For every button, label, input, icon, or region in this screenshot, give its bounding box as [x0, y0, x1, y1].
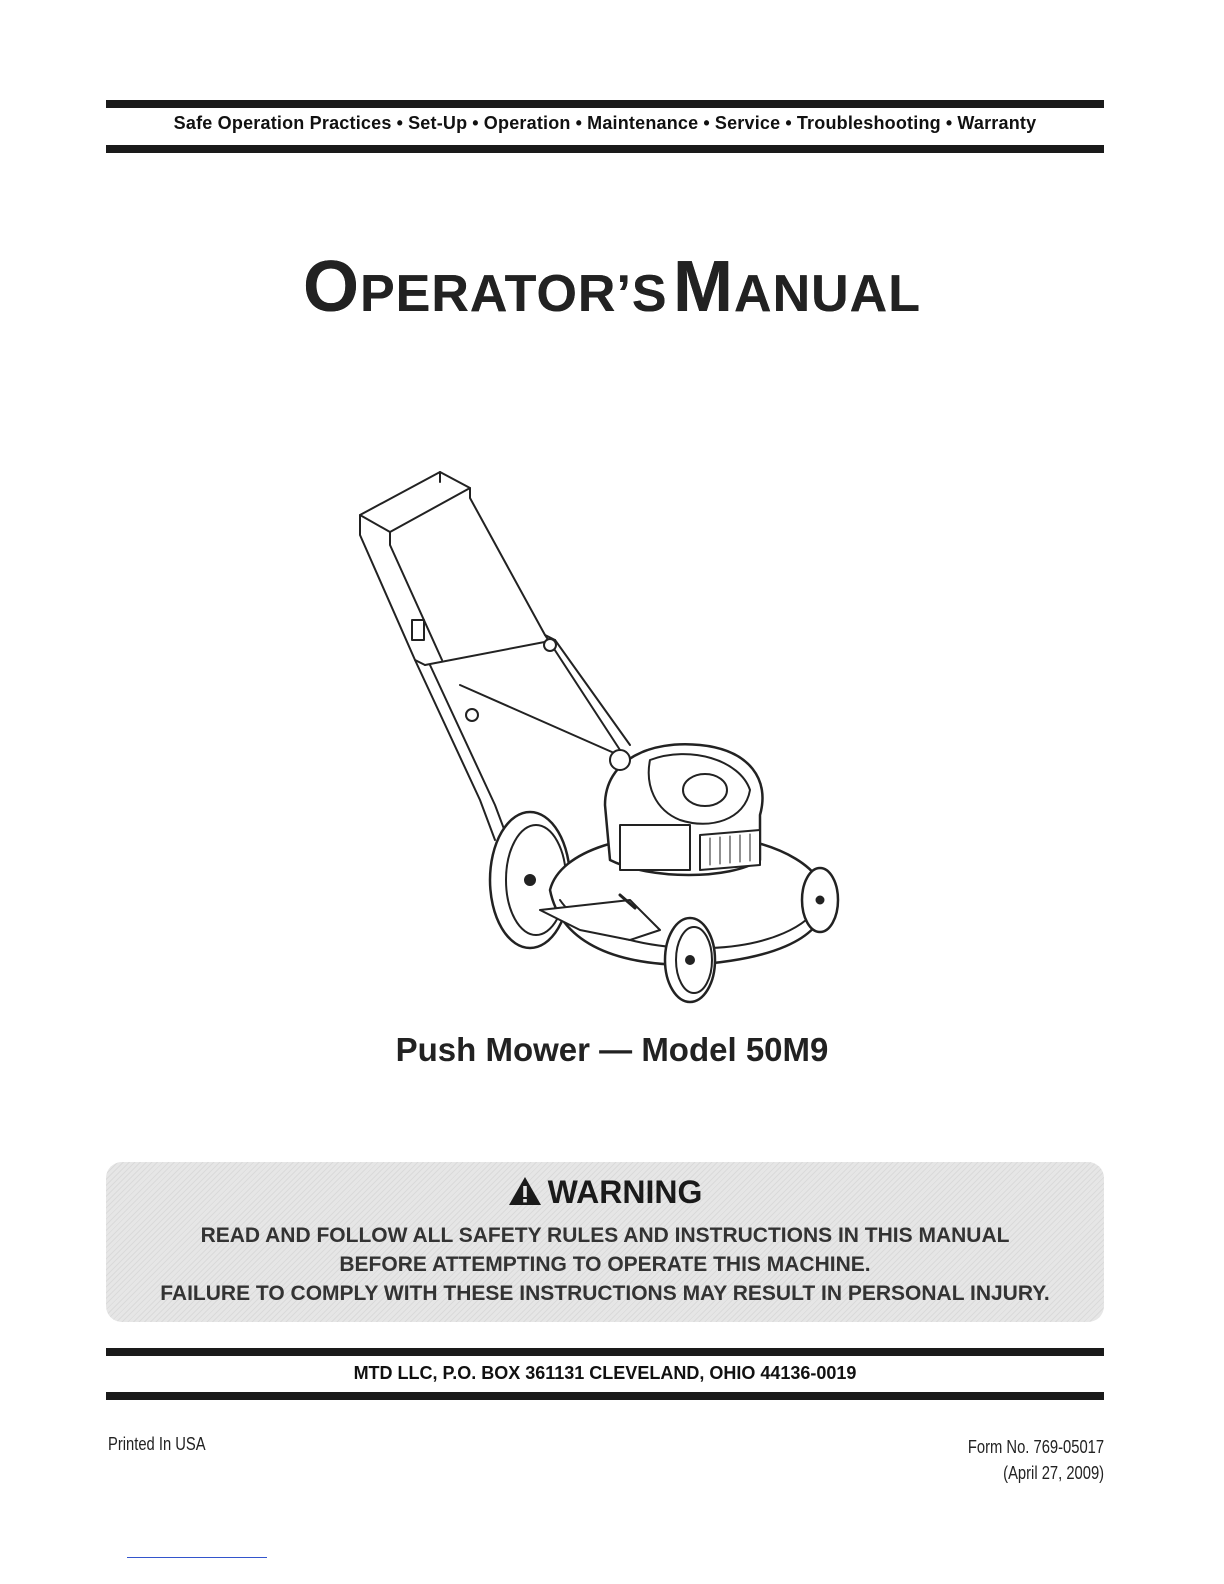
form-number: Form No. 769-05017 — [967, 1437, 1104, 1457]
address-rule-lower — [106, 1392, 1104, 1400]
topic-maintenance: Maintenance — [587, 113, 699, 133]
warning-line-3: FAILURE TO COMPLY WITH THESE INSTRUCTIONS MAY RESULT IN PERSONAL INJURY. — [160, 1282, 1050, 1305]
company-address: MTD LLC, P.O. BOX 361131 CLEVELAND, OHIO 44136-0019 — [353, 1363, 857, 1383]
topic-service: Service — [714, 113, 781, 133]
address-rule-upper — [106, 1348, 1104, 1356]
page-title: OPERATOR’S MANUAL — [302, 247, 921, 327]
warning-heading: WARNING — [106, 1174, 1104, 1211]
topic-set-up: Set-Up — [408, 113, 468, 133]
form-date: (April 27, 2009) — [1003, 1463, 1104, 1483]
top-rule-lower — [106, 145, 1104, 153]
topics-line: Safe Operation Practices • Set-Up • Operation • Maintenance • Service • Troubleshooting • Warranty — [173, 113, 1037, 133]
warning-line-2: BEFORE ATTEMPTING TO OPERATE THIS MACHINE. — [339, 1253, 871, 1276]
warning-triangle-icon — [508, 1176, 542, 1206]
link-underline — [127, 1557, 267, 1558]
printed-in: Printed In USA — [108, 1434, 206, 1454]
warning-box — [106, 1162, 1104, 1322]
topic-warranty: Warranty — [957, 113, 1037, 133]
topic-operation: Operation — [483, 113, 571, 133]
warning-line-1: READ AND FOLLOW ALL SAFETY RULES AND INSTRUCTIONS IN THIS MANUAL — [200, 1224, 1010, 1247]
lawn-mower-illustration — [330, 460, 850, 1005]
form-info — [938, 1434, 1104, 1486]
top-rule-upper — [106, 100, 1104, 108]
topic-troubleshooting: Troubleshooting — [796, 113, 941, 133]
topic-safe-operation: Safe Operation Practices — [173, 113, 392, 133]
model-subtitle: Push Mower — Model 50M9 — [395, 1031, 829, 1068]
